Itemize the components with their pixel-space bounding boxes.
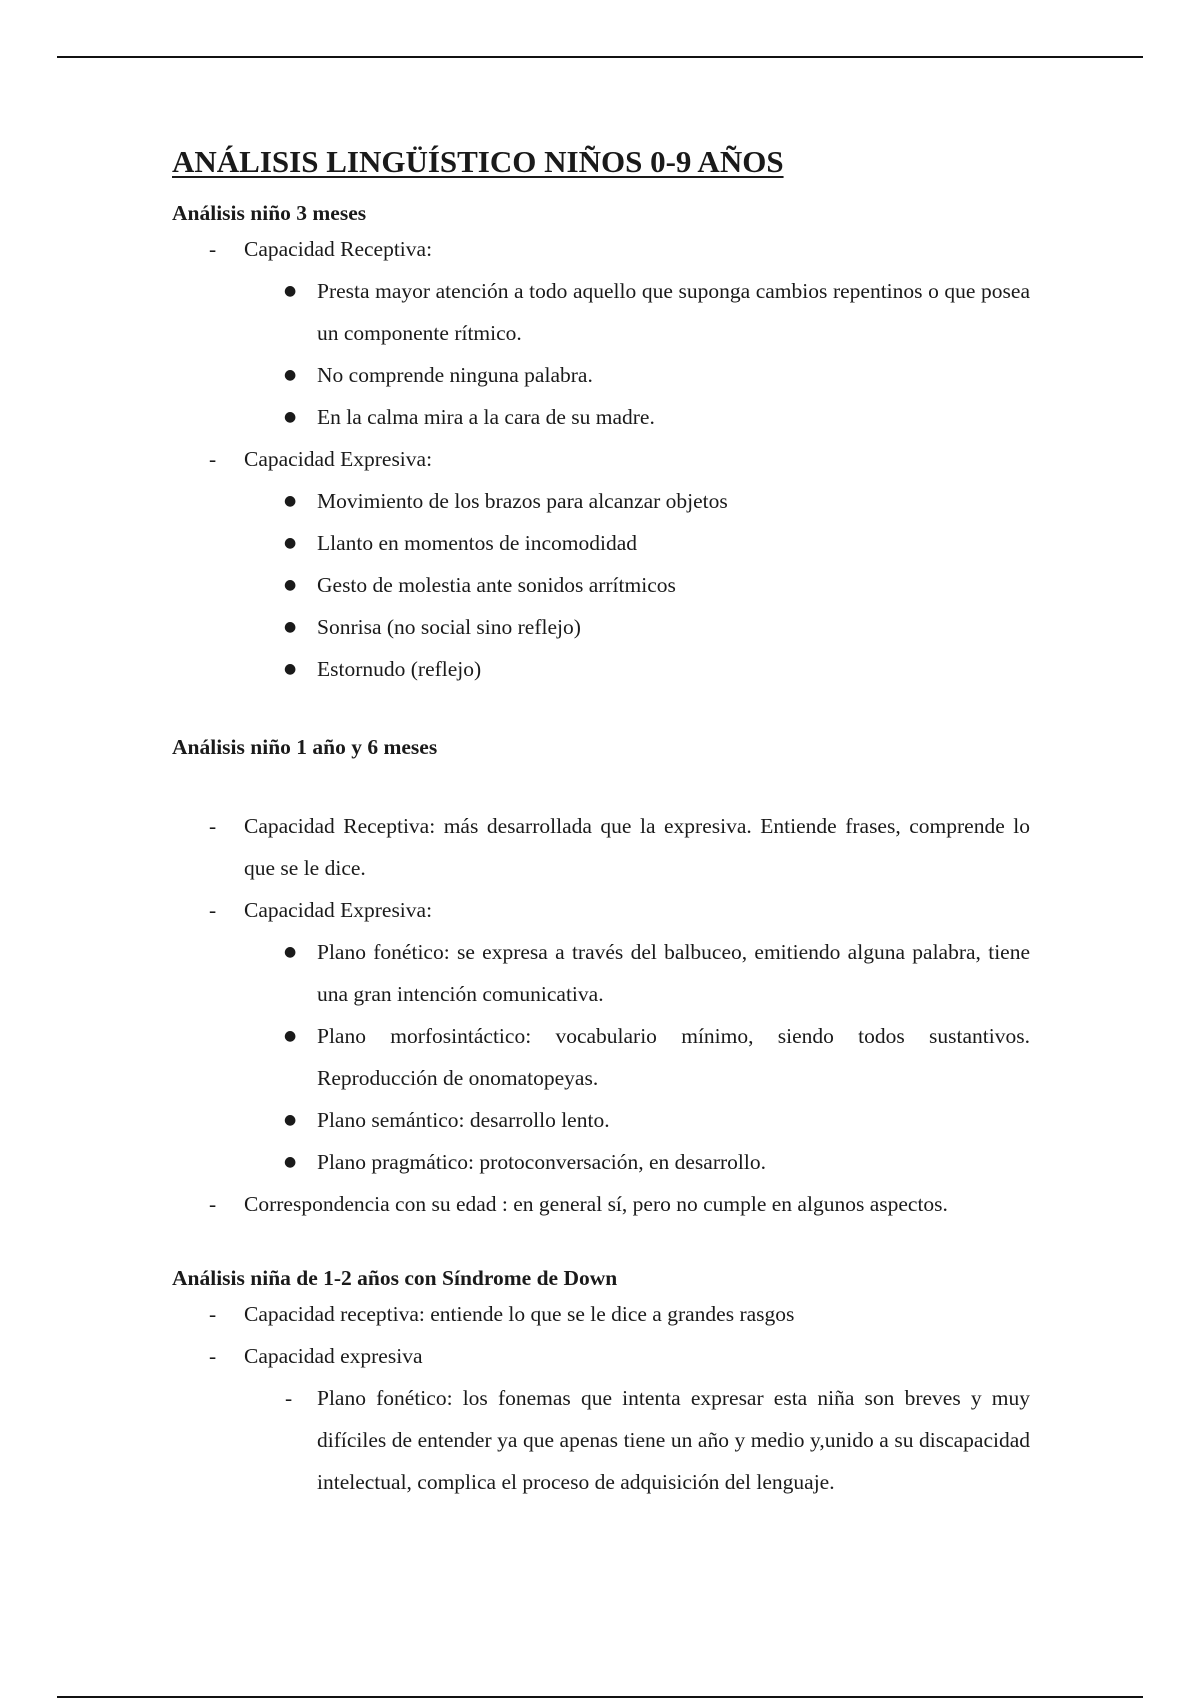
sublist <box>172 270 1030 438</box>
bullet-item: ● Movimiento de los brazos para alcanzar objetos <box>317 480 1030 522</box>
spacer <box>172 762 1030 805</box>
list-item <box>172 805 1030 889</box>
item-label: Capacidad Expresiva: <box>244 447 433 471</box>
list-item <box>172 889 1030 1183</box>
list-item <box>172 1183 1030 1225</box>
list-item <box>172 1293 1030 1335</box>
section-heading-sindrome-de-down: Análisis niña de 1-2 años con Síndrome de Down <box>172 1266 618 1290</box>
document-title: ANÁLISIS LINGÜÍSTICO NIÑOS 0-9 AÑOS <box>172 144 784 179</box>
section-2-list <box>172 805 1030 1225</box>
list-item <box>172 438 1030 690</box>
item-label: Capacidad Receptiva: <box>244 237 433 261</box>
section-heading-1-ano-6-meses: Análisis niño 1 año y 6 meses <box>172 735 438 759</box>
bullet-item: ● Plano fonético: se expresa a través del balbuceo, emitiendo alguna palabra, tiene una gran intención comunicativa. <box>317 931 1030 1015</box>
bullet-item: ● Plano pragmático: protoconversación, en desarrollo. <box>317 1141 1030 1183</box>
item-label: Capacidad receptiva: entiende lo que se le dice a grandes rasgos <box>244 1302 795 1326</box>
sublist <box>172 1377 1030 1503</box>
section-3-list <box>172 1293 1030 1503</box>
item-label: Capacidad Expresiva: <box>244 898 433 922</box>
sublist <box>172 480 1030 690</box>
list-item <box>172 1335 1030 1503</box>
bullet-item: ● Presta mayor atención a todo aquello que suponga cambios repentinos o que posea un componente rítmico. <box>317 270 1030 354</box>
bullet-item: ● Plano semántico: desarrollo lento. <box>317 1099 1030 1141</box>
bullet-item: ● En la calma mira a la cara de su madre. <box>317 396 1030 438</box>
bullet-item: ● Estornudo (reflejo) <box>317 648 1030 690</box>
bullet-item: ● Sonrisa (no social sino reflejo) <box>317 606 1030 648</box>
section-heading-3-meses: Análisis niño 3 meses <box>172 201 367 225</box>
bullet-item: ● Llanto en momentos de incomodidad <box>317 522 1030 564</box>
bottom-rule <box>57 1696 1143 1698</box>
bullet-item: ● Gesto de molestia ante sonidos arrítmicos <box>317 564 1030 606</box>
item-label: Capacidad Receptiva: más desarrollada que la expresiva. Entiende frases, comprende lo que se le dice. <box>244 814 1030 880</box>
document-body <box>172 142 1030 1503</box>
section-1-list <box>172 228 1030 690</box>
bullet-item: ● Plano morfosintáctico: vocabulario mínimo, siendo todos sustantivos. Reproducción de onomatopeyas. <box>317 1015 1030 1099</box>
list-item <box>172 228 1030 438</box>
bullet-item: ● No comprende ninguna palabra. <box>317 354 1030 396</box>
item-label: Correspondencia con su edad : en general sí, pero no cumple en algunos aspectos. <box>244 1192 948 1216</box>
item-label: Capacidad expresiva <box>244 1344 423 1368</box>
sublist <box>172 931 1030 1183</box>
top-rule <box>57 56 1143 58</box>
dash-item: - Plano fonético: los fonemas que intenta expresar esta niña son breves y muy difíciles de entender ya que apenas tiene un año y medio y,unido a su discapacidad intelectual, complica el proceso de adquisición del lenguaje. <box>317 1377 1030 1503</box>
